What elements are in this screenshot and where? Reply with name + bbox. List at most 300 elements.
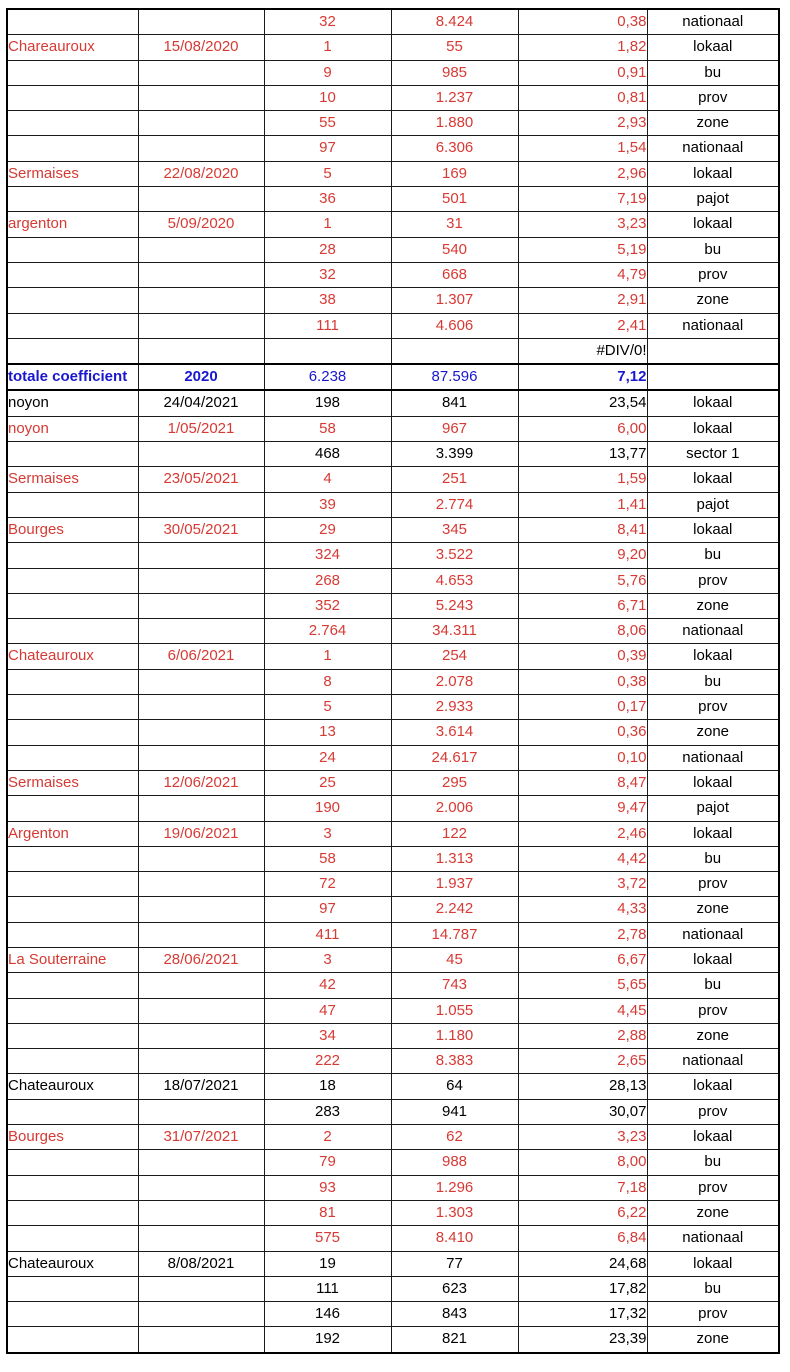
- table-row: [7, 416, 779, 441]
- cell-date: [138, 720, 264, 745]
- cell-total: 3.614: [391, 720, 518, 745]
- cell-category: lokaal: [647, 1125, 779, 1150]
- cell-category: prov: [647, 1175, 779, 1200]
- cell-date: [138, 1276, 264, 1301]
- cell-count: 19: [264, 1251, 391, 1276]
- table-row: [7, 187, 779, 212]
- cell-count: 47: [264, 998, 391, 1023]
- cell-coefficient: 1,59: [518, 467, 647, 492]
- cell-count: 81: [264, 1200, 391, 1225]
- cell-total: 295: [391, 770, 518, 795]
- cell-location: [7, 593, 138, 618]
- cell-coefficient: 2,96: [518, 161, 647, 186]
- cell-total: 843: [391, 1302, 518, 1327]
- table-row: [7, 1074, 779, 1099]
- cell-total: 4.606: [391, 313, 518, 338]
- cell-location: [7, 85, 138, 110]
- cell-coefficient: 3,72: [518, 872, 647, 897]
- cell-count: 283: [264, 1099, 391, 1124]
- cell-count: 268: [264, 568, 391, 593]
- cell-total: 31: [391, 212, 518, 237]
- cell-location: [7, 492, 138, 517]
- cell-count: 2: [264, 1125, 391, 1150]
- cell-location: La Souterraine: [7, 947, 138, 972]
- cell-coefficient: 1,82: [518, 35, 647, 60]
- cell-coefficient: 3,23: [518, 212, 647, 237]
- cell-total: 14.787: [391, 922, 518, 947]
- cell-location: [7, 187, 138, 212]
- cell-location: Sermaises: [7, 161, 138, 186]
- cell-total: 1.055: [391, 998, 518, 1023]
- table-row: [7, 695, 779, 720]
- cell-location: [7, 796, 138, 821]
- table-row: [7, 947, 779, 972]
- cell-count: 97: [264, 136, 391, 161]
- cell-location: Chateauroux: [7, 644, 138, 669]
- table-row: [7, 212, 779, 237]
- cell-coefficient: 7,19: [518, 187, 647, 212]
- cell-location: Argenton: [7, 821, 138, 846]
- table-row: [7, 720, 779, 745]
- cell-coefficient: 1,54: [518, 136, 647, 161]
- table-row: [7, 9, 779, 35]
- cell-location: [7, 872, 138, 897]
- table-row: [7, 111, 779, 136]
- cell-date: 18/07/2021: [138, 1074, 264, 1099]
- cell-count: 352: [264, 593, 391, 618]
- cell-count: 25: [264, 770, 391, 795]
- cell-coefficient: 6,71: [518, 593, 647, 618]
- cell-date: 24/04/2021: [138, 390, 264, 416]
- cell-location: [7, 720, 138, 745]
- cell-total: 668: [391, 262, 518, 287]
- table-row: [7, 1251, 779, 1276]
- cell-date: [138, 922, 264, 947]
- cell-date: [138, 187, 264, 212]
- table-row: [7, 1023, 779, 1048]
- cell-total: 1.880: [391, 111, 518, 136]
- cell-total: 3.399: [391, 442, 518, 467]
- table-row: [7, 1150, 779, 1175]
- cell-category: zone: [647, 720, 779, 745]
- table-row: [7, 492, 779, 517]
- cell-coefficient: 2,78: [518, 922, 647, 947]
- cell-category: nationaal: [647, 9, 779, 35]
- cell-total: 821: [391, 1327, 518, 1353]
- cell-date: 23/05/2021: [138, 467, 264, 492]
- cell-category: bu: [647, 543, 779, 568]
- cell-location: [7, 442, 138, 467]
- cell-category: prov: [647, 1099, 779, 1124]
- table-row: [7, 442, 779, 467]
- cell-date: [138, 313, 264, 338]
- spreadsheet-area: [6, 8, 780, 1354]
- cell-location: [7, 846, 138, 871]
- table-row: [7, 846, 779, 871]
- cell-date: [138, 568, 264, 593]
- cell-count: 10: [264, 85, 391, 110]
- cell-coefficient: 0,17: [518, 695, 647, 720]
- cell-category: nationaal: [647, 745, 779, 770]
- cell-category: lokaal: [647, 1074, 779, 1099]
- table-row: [7, 593, 779, 618]
- cell-count: 38: [264, 288, 391, 313]
- cell-date: [138, 60, 264, 85]
- cell-date: [138, 1150, 264, 1175]
- cell-coefficient: 23,39: [518, 1327, 647, 1353]
- cell-total: 345: [391, 517, 518, 542]
- cell-date: 31/07/2021: [138, 1125, 264, 1150]
- cell-coefficient: 24,68: [518, 1251, 647, 1276]
- cell-coefficient: 0,38: [518, 9, 647, 35]
- cell-category: prov: [647, 1302, 779, 1327]
- cell-coefficient: 8,06: [518, 619, 647, 644]
- cell-coefficient: 5,65: [518, 973, 647, 998]
- cell-date: 8/08/2021: [138, 1251, 264, 1276]
- cell-location: [7, 973, 138, 998]
- cell-category: nationaal: [647, 922, 779, 947]
- cell-count: 111: [264, 1276, 391, 1301]
- table-row: [7, 669, 779, 694]
- table-row: [7, 1125, 779, 1150]
- cell-count: 72: [264, 872, 391, 897]
- table-row: [7, 770, 779, 795]
- cell-category: nationaal: [647, 619, 779, 644]
- cell-category: prov: [647, 262, 779, 287]
- table-row: [7, 872, 779, 897]
- cell-location: [7, 1150, 138, 1175]
- cell-location: [7, 619, 138, 644]
- cell-location: [7, 288, 138, 313]
- cell-coefficient: 6,67: [518, 947, 647, 972]
- table-row: [7, 644, 779, 669]
- cell-date: 28/06/2021: [138, 947, 264, 972]
- table-row: [7, 364, 779, 390]
- cell-date: [138, 543, 264, 568]
- cell-coefficient: 2,41: [518, 313, 647, 338]
- cell-coefficient: 8,47: [518, 770, 647, 795]
- table-row: [7, 288, 779, 313]
- cell-total: [391, 338, 518, 364]
- cell-count: 1: [264, 35, 391, 60]
- cell-count: 222: [264, 1049, 391, 1074]
- table-row: [7, 136, 779, 161]
- cell-total: 841: [391, 390, 518, 416]
- table-row: [7, 262, 779, 287]
- table-row: [7, 85, 779, 110]
- cell-count: 468: [264, 442, 391, 467]
- cell-count: 8: [264, 669, 391, 694]
- cell-total: 1.307: [391, 288, 518, 313]
- cell-date: [138, 872, 264, 897]
- cell-location: [7, 745, 138, 770]
- cell-location: [7, 9, 138, 35]
- cell-category: lokaal: [647, 770, 779, 795]
- cell-location: [7, 922, 138, 947]
- cell-date: [138, 9, 264, 35]
- cell-count: 192: [264, 1327, 391, 1353]
- cell-total: 743: [391, 973, 518, 998]
- cell-coefficient: 9,47: [518, 796, 647, 821]
- table-row: [7, 1302, 779, 1327]
- cell-location: noyon: [7, 416, 138, 441]
- cell-total: 501: [391, 187, 518, 212]
- cell-count: 3: [264, 947, 391, 972]
- cell-total: 169: [391, 161, 518, 186]
- cell-date: [138, 1023, 264, 1048]
- table-row: [7, 922, 779, 947]
- cell-coefficient: 0,81: [518, 85, 647, 110]
- cell-total: 87.596: [391, 364, 518, 390]
- cell-count: 1: [264, 644, 391, 669]
- cell-date: [138, 111, 264, 136]
- cell-date: [138, 85, 264, 110]
- cell-total: 251: [391, 467, 518, 492]
- cell-coefficient: 4,45: [518, 998, 647, 1023]
- cell-location: [7, 60, 138, 85]
- table-row: [7, 998, 779, 1023]
- cell-total: 64: [391, 1074, 518, 1099]
- cell-total: 2.774: [391, 492, 518, 517]
- cell-coefficient: 6,22: [518, 1200, 647, 1225]
- cell-location: [7, 1327, 138, 1353]
- cell-date: 22/08/2020: [138, 161, 264, 186]
- table-row: [7, 237, 779, 262]
- cell-category: pajot: [647, 492, 779, 517]
- cell-location: [7, 1049, 138, 1074]
- cell-coefficient: 2,91: [518, 288, 647, 313]
- cell-count: 3: [264, 821, 391, 846]
- cell-count: 5: [264, 695, 391, 720]
- table-row: [7, 568, 779, 593]
- cell-category: [647, 364, 779, 390]
- table-row: [7, 60, 779, 85]
- cell-count: 97: [264, 897, 391, 922]
- data-table: [6, 8, 780, 1354]
- cell-coefficient: 4,33: [518, 897, 647, 922]
- table-row: [7, 745, 779, 770]
- cell-date: [138, 796, 264, 821]
- cell-coefficient: 2,46: [518, 821, 647, 846]
- cell-location: [7, 313, 138, 338]
- cell-count: 58: [264, 416, 391, 441]
- cell-coefficient: 0,38: [518, 669, 647, 694]
- cell-total: 77: [391, 1251, 518, 1276]
- cell-location: [7, 136, 138, 161]
- cell-category: bu: [647, 60, 779, 85]
- table-row: [7, 1049, 779, 1074]
- cell-total: 623: [391, 1276, 518, 1301]
- cell-category: lokaal: [647, 212, 779, 237]
- cell-date: [138, 1327, 264, 1353]
- cell-total: 62: [391, 1125, 518, 1150]
- cell-date: [138, 973, 264, 998]
- cell-total: 2.933: [391, 695, 518, 720]
- cell-category: lokaal: [647, 644, 779, 669]
- table-row: [7, 1276, 779, 1301]
- cell-count: 32: [264, 262, 391, 287]
- cell-total: 1.296: [391, 1175, 518, 1200]
- cell-date: [138, 593, 264, 618]
- cell-total: 1.303: [391, 1200, 518, 1225]
- cell-date: [138, 1226, 264, 1251]
- cell-total: 34.311: [391, 619, 518, 644]
- cell-coefficient: 0,36: [518, 720, 647, 745]
- cell-category: bu: [647, 846, 779, 871]
- cell-category: lokaal: [647, 821, 779, 846]
- cell-category: nationaal: [647, 313, 779, 338]
- cell-category: zone: [647, 1023, 779, 1048]
- cell-total: 2.242: [391, 897, 518, 922]
- cell-category: pajot: [647, 796, 779, 821]
- cell-total: 254: [391, 644, 518, 669]
- cell-count: 6.238: [264, 364, 391, 390]
- cell-category: prov: [647, 85, 779, 110]
- cell-count: 2.764: [264, 619, 391, 644]
- cell-category: bu: [647, 237, 779, 262]
- cell-count: 411: [264, 922, 391, 947]
- cell-category: lokaal: [647, 1251, 779, 1276]
- cell-count: 575: [264, 1226, 391, 1251]
- cell-location: [7, 1023, 138, 1048]
- cell-date: 12/06/2021: [138, 770, 264, 795]
- cell-total: 1.313: [391, 846, 518, 871]
- cell-location: [7, 1226, 138, 1251]
- cell-location: [7, 1276, 138, 1301]
- cell-coefficient: 2,88: [518, 1023, 647, 1048]
- cell-date: [138, 492, 264, 517]
- cell-category: zone: [647, 288, 779, 313]
- cell-date: [138, 846, 264, 871]
- cell-location: [7, 1175, 138, 1200]
- cell-count: 18: [264, 1074, 391, 1099]
- table-row: [7, 1200, 779, 1225]
- table-row: [7, 467, 779, 492]
- cell-total: 3.522: [391, 543, 518, 568]
- cell-count: 111: [264, 313, 391, 338]
- cell-date: [138, 338, 264, 364]
- cell-category: bu: [647, 1276, 779, 1301]
- cell-count: 9: [264, 60, 391, 85]
- cell-total: 2.078: [391, 669, 518, 694]
- cell-category: zone: [647, 1327, 779, 1353]
- cell-count: 36: [264, 187, 391, 212]
- cell-coefficient: 4,79: [518, 262, 647, 287]
- cell-coefficient: 17,32: [518, 1302, 647, 1327]
- cell-coefficient: 30,07: [518, 1099, 647, 1124]
- cell-count: [264, 338, 391, 364]
- cell-count: 79: [264, 1150, 391, 1175]
- cell-location: Chareauroux: [7, 35, 138, 60]
- cell-total: 45: [391, 947, 518, 972]
- cell-coefficient: 23,54: [518, 390, 647, 416]
- cell-category: nationaal: [647, 1226, 779, 1251]
- cell-location: [7, 262, 138, 287]
- cell-location: [7, 237, 138, 262]
- cell-location: Bourges: [7, 1125, 138, 1150]
- cell-date: [138, 669, 264, 694]
- cell-count: 324: [264, 543, 391, 568]
- cell-location: [7, 568, 138, 593]
- cell-count: 190: [264, 796, 391, 821]
- cell-date: [138, 619, 264, 644]
- cell-category: pajot: [647, 187, 779, 212]
- cell-category: lokaal: [647, 517, 779, 542]
- table-row: [7, 821, 779, 846]
- cell-location: [7, 897, 138, 922]
- cell-category: zone: [647, 593, 779, 618]
- cell-date: 15/08/2020: [138, 35, 264, 60]
- cell-coefficient: 2,93: [518, 111, 647, 136]
- cell-location: totale coefficient: [7, 364, 138, 390]
- cell-date: [138, 1200, 264, 1225]
- cell-total: 1.237: [391, 85, 518, 110]
- cell-date: [138, 998, 264, 1023]
- cell-category: zone: [647, 111, 779, 136]
- cell-coefficient: 6,00: [518, 416, 647, 441]
- cell-location: Chateauroux: [7, 1251, 138, 1276]
- cell-count: 34: [264, 1023, 391, 1048]
- cell-coefficient: 6,84: [518, 1226, 647, 1251]
- cell-coefficient: 5,76: [518, 568, 647, 593]
- cell-date: [138, 695, 264, 720]
- cell-location: argenton: [7, 212, 138, 237]
- cell-total: 8.410: [391, 1226, 518, 1251]
- cell-category: lokaal: [647, 416, 779, 441]
- cell-coefficient: 8,41: [518, 517, 647, 542]
- cell-coefficient: 7,18: [518, 1175, 647, 1200]
- cell-coefficient: 3,23: [518, 1125, 647, 1150]
- cell-category: zone: [647, 1200, 779, 1225]
- cell-coefficient: 0,10: [518, 745, 647, 770]
- cell-category: prov: [647, 695, 779, 720]
- cell-category: prov: [647, 998, 779, 1023]
- cell-coefficient: 7,12: [518, 364, 647, 390]
- cell-coefficient: 5,19: [518, 237, 647, 262]
- cell-category: nationaal: [647, 136, 779, 161]
- cell-location: Bourges: [7, 517, 138, 542]
- cell-location: [7, 669, 138, 694]
- cell-total: 5.243: [391, 593, 518, 618]
- cell-date: [138, 262, 264, 287]
- cell-total: 988: [391, 1150, 518, 1175]
- cell-count: 4: [264, 467, 391, 492]
- cell-coefficient: 8,00: [518, 1150, 647, 1175]
- cell-category: [647, 338, 779, 364]
- cell-date: [138, 442, 264, 467]
- cell-coefficient: 9,20: [518, 543, 647, 568]
- cell-total: 2.006: [391, 796, 518, 821]
- cell-coefficient: 4,42: [518, 846, 647, 871]
- cell-date: 30/05/2021: [138, 517, 264, 542]
- table-row: [7, 1099, 779, 1124]
- table-row: [7, 338, 779, 364]
- table-row: [7, 796, 779, 821]
- cell-category: lokaal: [647, 390, 779, 416]
- cell-coefficient: 13,77: [518, 442, 647, 467]
- cell-count: 32: [264, 9, 391, 35]
- cell-count: 24: [264, 745, 391, 770]
- cell-category: zone: [647, 897, 779, 922]
- cell-coefficient: 1,41: [518, 492, 647, 517]
- cell-count: 1: [264, 212, 391, 237]
- cell-total: 1.180: [391, 1023, 518, 1048]
- cell-category: bu: [647, 669, 779, 694]
- cell-total: 967: [391, 416, 518, 441]
- cell-coefficient: 17,82: [518, 1276, 647, 1301]
- cell-total: 540: [391, 237, 518, 262]
- cell-count: 28: [264, 237, 391, 262]
